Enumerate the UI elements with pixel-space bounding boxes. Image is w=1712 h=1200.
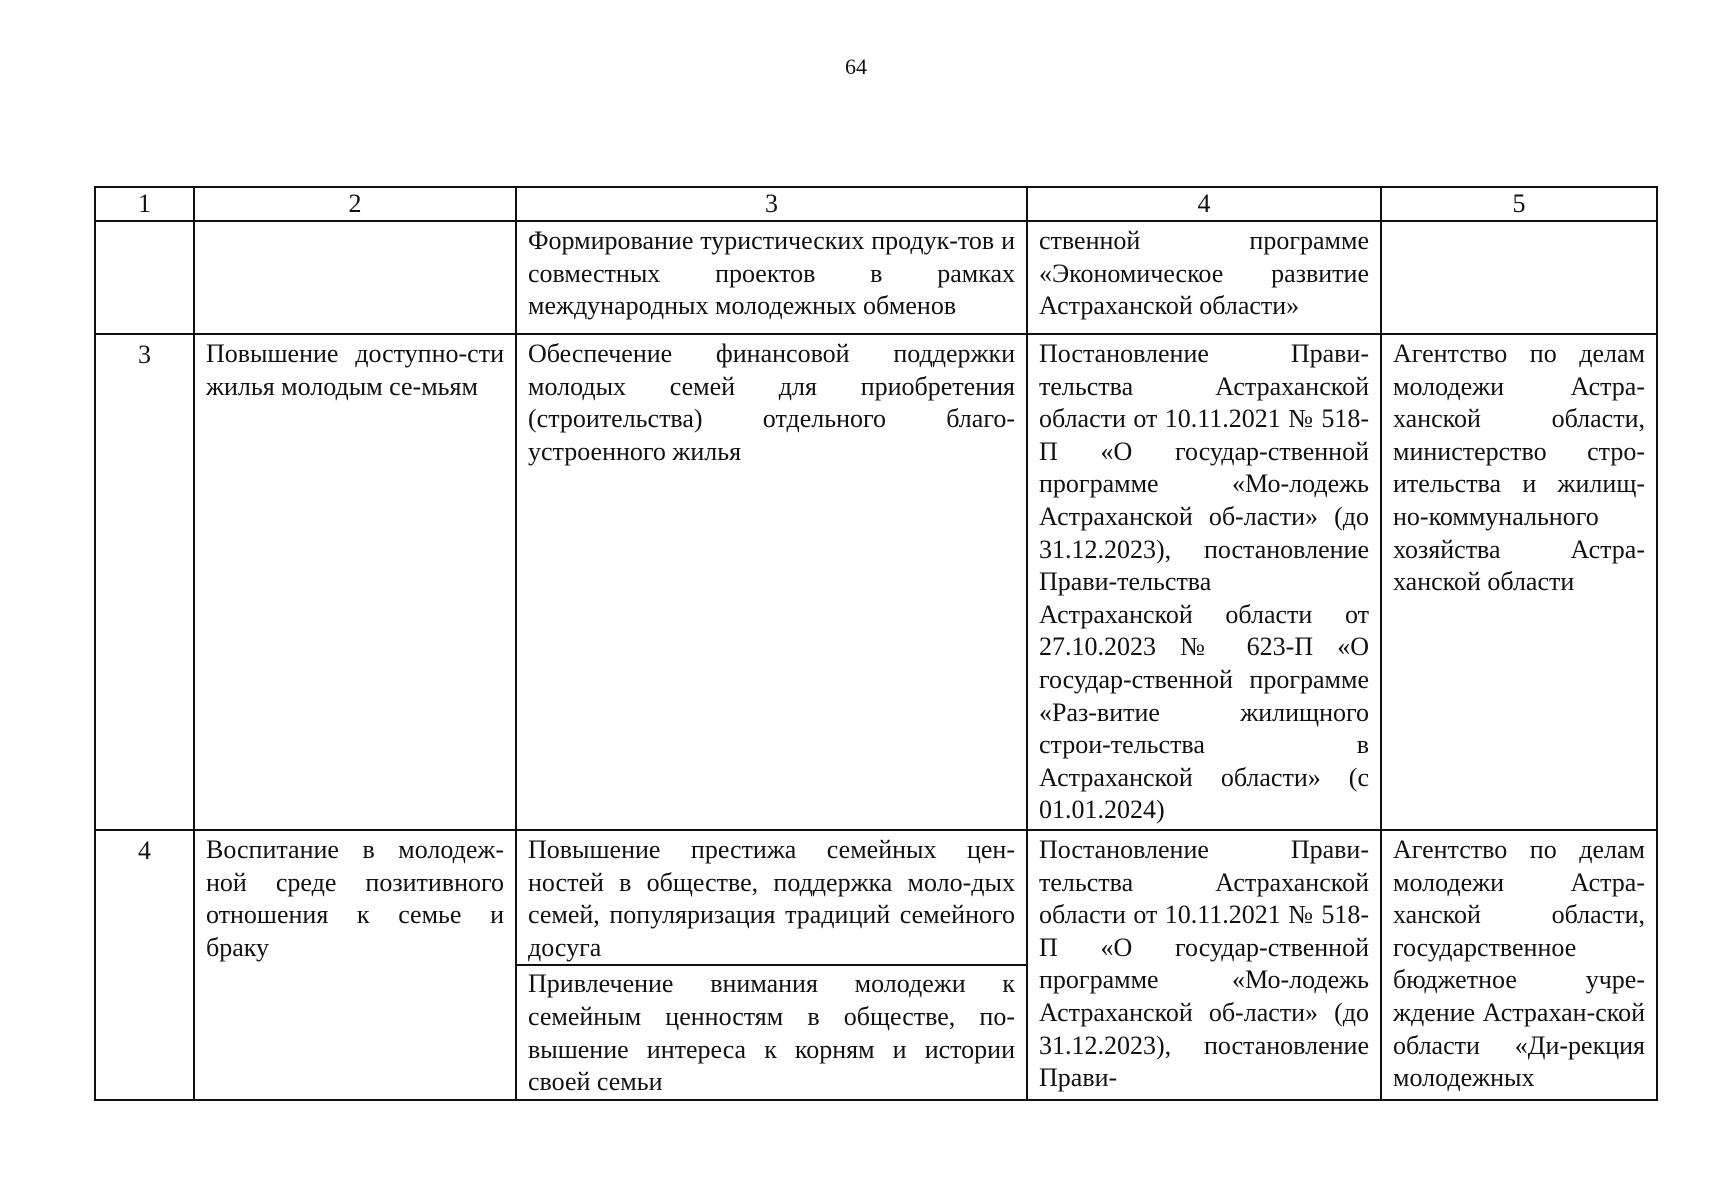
row-task: Формирование туристических продук-тов и совместных проектов в рамках международных молодежных обменов: [516, 221, 1027, 334]
header-cell-4: 4: [1027, 187, 1381, 221]
page-number: 64: [845, 54, 867, 79]
table-header-row: [95, 187, 1657, 221]
header-cell-1: 1: [95, 187, 194, 221]
row-documents: Постановление Прави-тельства Астраханской области от 10.11.2021 № 518-П «О государ-ственной программе «Мо-лодежь Астраханской об-ласти» (до 31.12.2023), постановление Прави-: [1027, 830, 1381, 1100]
header-cell-3: 3: [516, 187, 1027, 221]
task-list: [517, 831, 1026, 1099]
row-goal: Повышение доступно-сти жилья молодым се-мьям: [194, 334, 516, 830]
header-cell-2: 2: [194, 187, 516, 221]
row-executors: Агентство по делам молодежи Астра-ханской области, министерство стро-ительства и жилищ-но-коммунального хозяйства Астра-ханской области: [1381, 334, 1657, 830]
row-executors: Агентство по делам молодежи Астра-ханской области, государственное бюджетное учре-ждение Астрахан-ской области «Ди-рекция молодежных: [1381, 830, 1657, 1100]
program-table: [94, 186, 1658, 1101]
row-task: Повышение престижа семейных цен-ностей в обществе, поддержка моло-дых семей, популяризация традиций семейного досуга: [528, 835, 1015, 962]
row-number: [95, 221, 194, 334]
table-row: [95, 830, 1657, 1100]
row-documents: Постановление Прави-тельства Астраханской области от 10.11.2021 № 518-П «О государ-ственной программе «Мо-лодежь Астраханской об-ласти» (до 31.12.2023), постановление Прави-тельства Астраханской области от 27.10.2023 № 623-П «О государ-ственной программе «Раз-витие жилищного строи-тельства в Астраханской области» (с 01.01.2024): [1027, 334, 1381, 830]
table-row: [95, 334, 1657, 830]
row-task: Привлечение внимания молодежи к семейным ценностям в обществе, по-вышение интереса к корням и истории своей семьи: [517, 964, 1026, 1098]
row-goal: Воспитание в молодеж-ной среде позитивного отношения к семье и браку: [194, 830, 516, 1100]
header-cell-5: 5: [1381, 187, 1657, 221]
row-task: Обеспечение финансовой поддержки молодых семей для приобретения (строительства) отдельного благо-устроенного жилья: [516, 334, 1027, 830]
row-number: 3: [95, 334, 194, 830]
row-documents: ственной программе «Экономическое развитие Астраханской области»: [1027, 221, 1381, 334]
table-row: [95, 221, 1657, 334]
row-executors: [1381, 221, 1657, 334]
row-goal: [194, 221, 516, 334]
row-number: 4: [95, 830, 194, 1100]
row-tasks: [516, 830, 1027, 1100]
